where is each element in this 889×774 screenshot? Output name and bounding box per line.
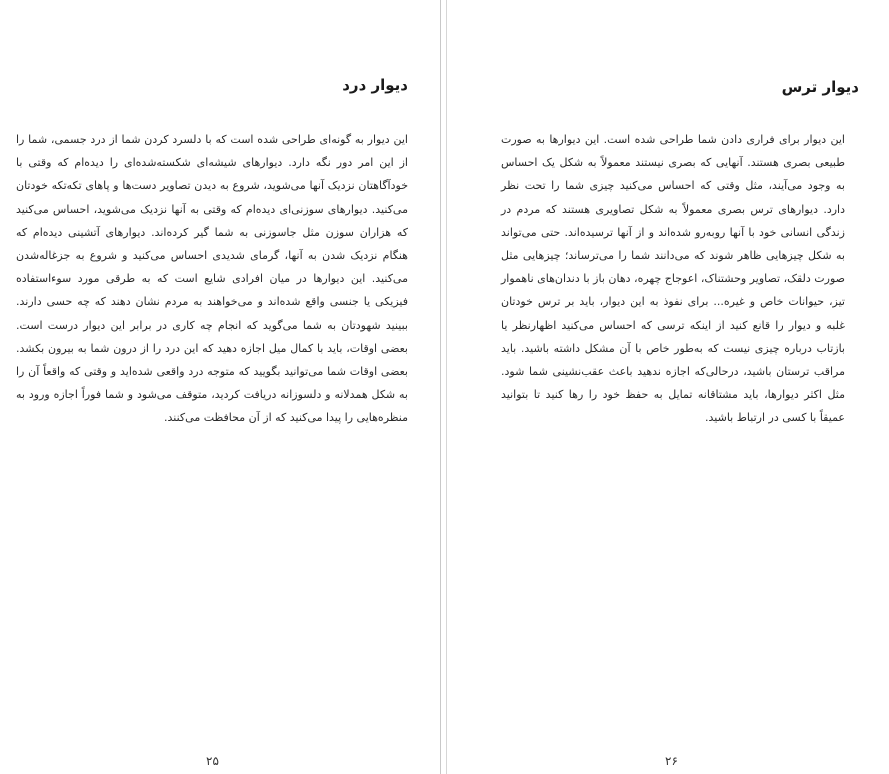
left-page-body: این دیوار به گونه‌ای طراحی شده است که با دلسرد کردن شما از درد جسمی، شما را از این امر دور نگه دارد. دیوارهای شیشه‌ای شکسته‌شده‌ای را دیده‌ام که وقتی با خودآگاهتان نزدیک آنها می‌شوید، شروع به دیدن تصاویر دست‌ها و پاهای تکه‌تکه خودتان می‌کنید. دیوارهای سوزنی‌ای دیده‌ام که وقتی به آنها نزدیک می‌شوید، احساس می‌کنید که هزاران سوزن مثل جاسوزنی به شما گیر کرده‌اند. دیوارهای آتشینی دیده‌ام که هنگام نزدیک شدن به آنها، گرمای شدیدی احساس می‌کنید و شروع به جزغاله‌شدن می‌کنید. این دیوارها در میان افرادی شایع است که به طرقی مورد سوءاستفاده فیزیکی یا جنسی واقع شده‌اند و می‌خواهند به مردم نشان دهند که چه حسی دارند. ببینید شهودتان به شما می‌گوید که انجام چه کاری در برابر این دیوار درست است. بعضی اوقات، باید با کمال میل اجازه دهید که این درد را از درون شما به بیرون بکشد. بعضی اوقات شما می‌توانید بگویید که متوجه درد واقعی شده‌اید و وقتی که واقعاً آن را به شکل همدلانه و دلسوزانه دریافت کردید، متوقف می‌شود و شما فوراً اجازه ورود به منظره‌هایی را پیدا می‌کنید که از آن محافظت می‌کنند. xyxy=(16,133,408,425)
left-page-title: دیوار درد xyxy=(342,76,408,94)
left-page xyxy=(0,0,438,774)
left-page-number: ۲۵ xyxy=(206,754,219,768)
right-page-number: ۲۶ xyxy=(665,754,678,768)
right-page xyxy=(449,0,889,774)
right-page-title: دیوار ترس xyxy=(781,78,859,96)
gutter-divider-left xyxy=(440,0,441,774)
right-page-body: این دیوار برای فراری دادن شما طراحی شده است. این دیوارها به صورت طبیعی بصری هستند. آنهایی که بصری نیستند معمولاً به شکل یک احساس به وجود می‌آیند، مثل وقتی که احساس می‌کنید چیزی شما را تحت نظر دارد. دیوارهای ترس بصری معمولاً به شکل تصاویری هستند که مردم در زندگی انسانی خود با آنها روبه‌رو شده‌اند و از آنها ترسیده‌اند. حتی می‌تواند به شکل چیزهایی ظاهر شوند که می‌دانند شما را می‌ترساند؛ چیزهایی مثل صورت دلقک، تصاویر وحشتناک، اعوجاج چهره، دهان باز با دندان‌های ناهموار تیز، حیوانات خاص و غیره... برای نفوذ به این دیوار، باید بر ترس خودتان غلبه و دیوار را قانع کنید از اینکه ترسی که احساس می‌کنید اظهارنظر یا بازتاب درباره چیزی نیست که به‌طور خاص با آن مشکل داشته باشید. باید مراقب ترستان باشید، درحالی‌که اجازه ندهید باعث عقب‌نشینی شما شود. مثل اکثر دیوارها، باید مشتاقانه تمایل به حفظ خود را رها کنید تا بتوانید عمیقاً با کسی در ارتباط باشید. xyxy=(501,133,845,425)
gutter-divider-right xyxy=(446,0,447,774)
